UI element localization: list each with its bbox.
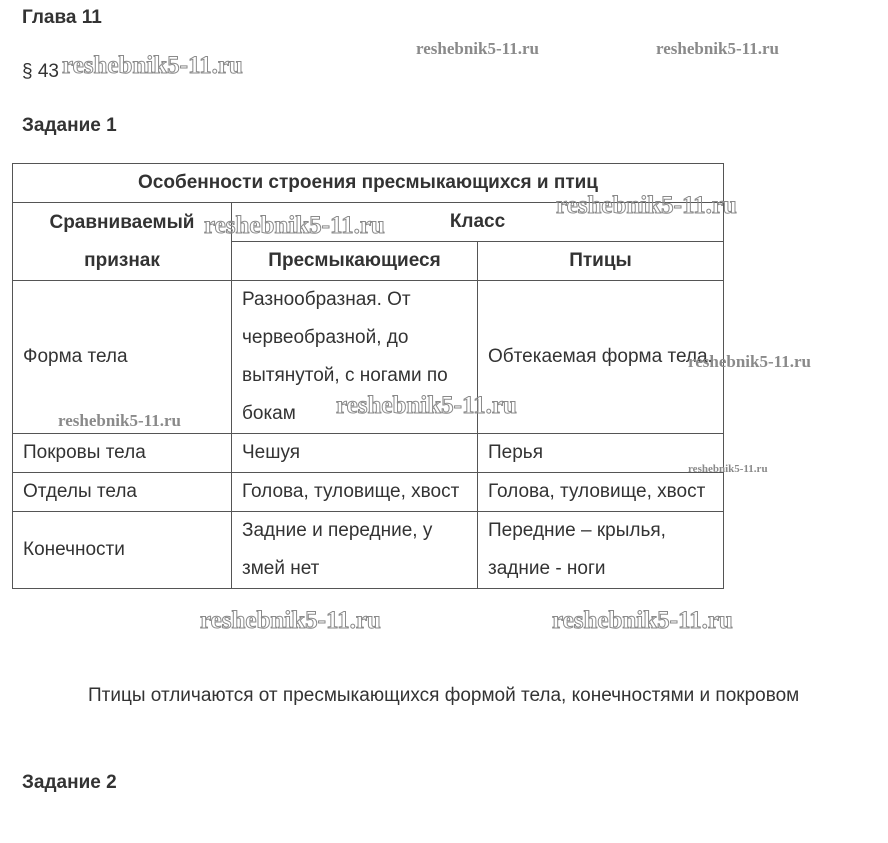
row-reptiles: Голова, туловище, хвост: [232, 473, 478, 512]
row-birds: Передние – крылья, задние - ноги: [478, 512, 724, 589]
conclusion-text: Птицы отличаются от пресмыкающихся формой тела, конечностями и покровом: [88, 685, 800, 706]
watermark: reshebnik5-11.ru: [656, 39, 779, 58]
row-feature: Форма тела: [13, 281, 232, 434]
table-row: [13, 281, 724, 434]
table-title: Особенности строения пресмыкающихся и птиц: [13, 164, 724, 203]
watermark: reshebnik5-11.ru: [204, 212, 385, 239]
row-feature: Конечности: [13, 512, 232, 589]
watermark: reshebnik5-11.ru: [556, 192, 737, 219]
task-1-title: Задание 1: [22, 115, 117, 136]
row-birds: Обтекаемая форма тела.: [478, 281, 724, 434]
row-feature: Покровы тела: [13, 434, 232, 473]
watermark: reshebnik5-11.ru: [62, 52, 243, 79]
row-birds: Перья: [478, 434, 724, 473]
row-birds: Голова, туловище, хвост: [478, 473, 724, 512]
watermark: reshebnik5-11.ru: [58, 411, 181, 430]
header-feature: Сравниваемый признак: [13, 203, 232, 281]
header-reptiles: Пресмыкающиеся: [232, 242, 478, 281]
watermark: reshebnik5-11.ru: [416, 39, 539, 58]
row-feature: Отделы тела: [13, 473, 232, 512]
watermark: reshebnik5-11.ru: [336, 392, 517, 419]
table-row: [13, 473, 724, 512]
section-number: § 43: [22, 61, 59, 82]
comparison-table: [12, 163, 724, 589]
task-2-title: Задание 2: [22, 772, 117, 793]
row-reptiles: Разнообразная. От червеобразной, до вытянутой, с ногами по бокам: [232, 281, 478, 434]
watermark: reshebnik5-11.ru: [688, 352, 811, 371]
table-row: [13, 512, 724, 589]
watermark: reshebnik5-11.ru: [200, 607, 381, 634]
row-reptiles: Задние и передние, у змей нет: [232, 512, 478, 589]
header-class: Класс: [232, 203, 724, 242]
watermark: reshebnik5-11.ru: [552, 607, 733, 634]
row-reptiles: Чешуя: [232, 434, 478, 473]
table-row: [13, 434, 724, 473]
watermark: reshebnik5-11.ru: [688, 463, 768, 475]
chapter-title: Глава 11: [22, 7, 102, 28]
header-birds: Птицы: [478, 242, 724, 281]
